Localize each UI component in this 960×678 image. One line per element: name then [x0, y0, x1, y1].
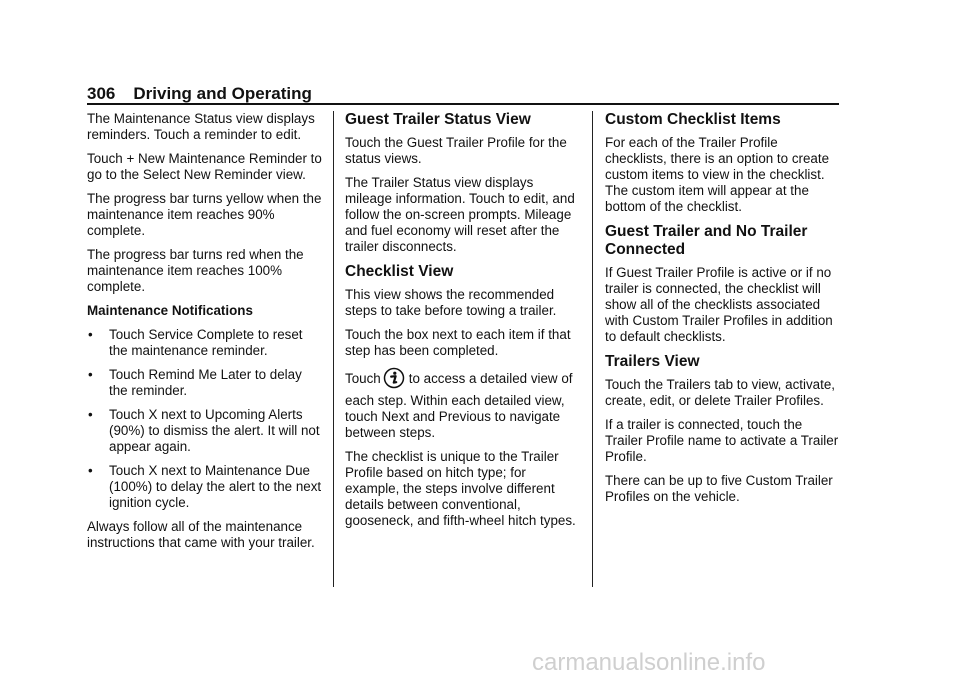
bullet-icon: •	[88, 463, 93, 478]
paragraph: Always follow all of the maintenance instructions that came with your trailer.	[87, 519, 315, 550]
header-rule	[87, 103, 839, 105]
trailers-view-heading: Trailers View	[605, 353, 700, 370]
guest-no-trailer-heading: Guest Trailer and No Trailer Connected	[605, 223, 808, 258]
paragraph: The progress bar turns yellow when the maintenance item reaches 90% complete.	[87, 191, 322, 238]
paragraph: The checklist is unique to the Trailer Profile based on hitch type; for example, the steps involve different details between conventional, gooseneck, and fifth-wheel hitch types.	[345, 449, 576, 528]
list-item-text: Touch X next to Upcoming Alerts (90%) to dismiss the alert. It will not appear again.	[109, 407, 320, 454]
paragraph: Touch + New Maintenance Reminder to go to the Select New Reminder view.	[87, 151, 322, 182]
list-item	[87, 407, 323, 455]
paragraph	[345, 367, 581, 441]
paragraph: Touch the Trailers tab to view, activate, create, edit, or delete Trailer Profiles.	[605, 377, 835, 408]
column-right	[605, 111, 841, 513]
list-item-text: Touch X next to Maintenance Due (100%) to delay the alert to the next ignition cycle.	[109, 463, 322, 510]
paragraph-text: to access a detailed view of each step. Within each detailed view, touch Next and Previous to navigate between steps.	[345, 371, 573, 440]
paragraph: The Trailer Status view displays mileage information. Touch to edit, and follow the on-screen prompts. Mileage and fuel economy will reset after the trailer disconnects.	[345, 175, 575, 254]
notification-list	[87, 327, 323, 511]
bullet-icon: •	[88, 367, 93, 382]
paragraph: For each of the Trailer Profile checklists, there is an option to create custom items to view in the checklist. The custom item will appear at the bottom of the checklist.	[605, 135, 830, 214]
checklist-view-heading: Checklist View	[345, 263, 454, 280]
paragraph: The Maintenance Status view displays reminders. Touch a reminder to edit.	[87, 111, 315, 142]
bullet-icon: •	[88, 327, 93, 342]
column-divider	[592, 111, 593, 587]
guest-trailer-status-heading: Guest Trailer Status View	[345, 111, 531, 128]
paragraph: If Guest Trailer Profile is active or if no trailer is connected, the checklist will show all of the checklists associated with Custom Trailer Profiles in addition to default checklists.	[605, 265, 833, 344]
paragraph: There can be up to five Custom Trailer Profiles on the vehicle.	[605, 473, 833, 504]
watermark: carmanualsonline.info	[532, 649, 766, 676]
list-item	[87, 367, 323, 399]
page-header	[87, 84, 312, 104]
paragraph: If a trailer is connected, touch the Trailer Profile name to activate a Trailer Profile.	[605, 417, 839, 464]
column-left	[87, 111, 323, 559]
list-item	[87, 327, 323, 359]
paragraph: This view shows the recommended steps to take before towing a trailer.	[345, 287, 557, 318]
page-number: 306	[87, 84, 116, 103]
section-title: Driving and Operating	[133, 84, 312, 103]
custom-checklist-heading: Custom Checklist Items	[605, 111, 781, 128]
info-icon	[383, 367, 405, 393]
list-item-text: Touch Service Complete to reset the maintenance reminder.	[109, 327, 303, 358]
paragraph: Touch the Guest Trailer Profile for the status views.	[345, 135, 567, 166]
bullet-icon: •	[88, 407, 93, 422]
list-item	[87, 463, 323, 511]
maintenance-notifications-heading: Maintenance Notifications	[87, 303, 253, 318]
column-middle	[345, 111, 581, 537]
column-divider	[333, 111, 334, 587]
paragraph-text: Touch	[345, 371, 381, 386]
paragraph: Touch the box next to each item if that step has been completed.	[345, 327, 571, 358]
list-item-text: Touch Remind Me Later to delay the reminder.	[109, 367, 302, 398]
paragraph: The progress bar turns red when the maintenance item reaches 100% complete.	[87, 247, 304, 294]
